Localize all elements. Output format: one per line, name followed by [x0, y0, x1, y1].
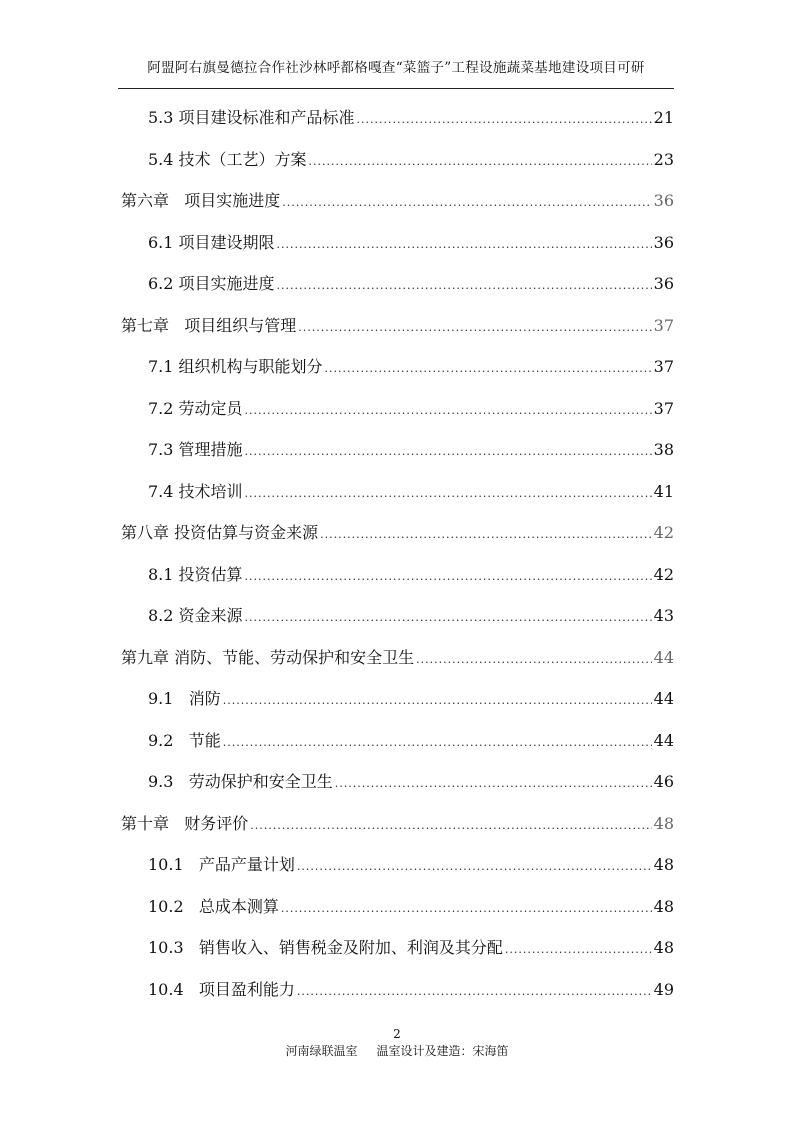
- toc-entry-page-number: 37: [653, 357, 674, 376]
- toc-entry-page-number: 48: [653, 938, 674, 957]
- toc-entry-page-number: 48: [653, 855, 674, 874]
- toc-dot-leader: [277, 231, 652, 259]
- toc-entry-page-number: 37: [653, 399, 674, 418]
- toc-dot-leader: [297, 853, 652, 881]
- toc-entry-label: 7.1 组织机构与职能划分: [148, 357, 323, 376]
- toc-entry-page-number: 49: [653, 980, 674, 999]
- toc-entry-label: 第九章 消防、节能、劳动保护和安全卫生: [121, 648, 415, 667]
- toc-entry-label: 9.3 劳动保护和安全卫生: [148, 772, 333, 791]
- toc-entry-page-number: 36: [653, 233, 674, 252]
- toc-entry-page-number: 48: [653, 814, 674, 833]
- toc-dot-leader: [320, 521, 652, 549]
- toc-dot-leader: [357, 106, 652, 134]
- toc-entry[interactable]: [148, 395, 674, 423]
- toc-entry-page-number: 44: [653, 689, 674, 708]
- toc-entry-label: 6.1 项目建设期限: [148, 233, 275, 252]
- toc-entry[interactable]: [148, 561, 674, 589]
- toc-entry-label: 10.3 销售收入、销售税金及附加、利润及其分配: [148, 938, 503, 957]
- toc-dot-leader: [325, 355, 652, 383]
- toc-entry-label: 10.4 项目盈利能力: [148, 980, 295, 999]
- toc-entry[interactable]: [121, 810, 674, 838]
- toc-entry[interactable]: [148, 727, 674, 755]
- toc-entry-label: 第八章 投资估算与资金来源: [121, 523, 319, 542]
- header-divider: [118, 88, 674, 89]
- toc-entry[interactable]: [148, 851, 674, 879]
- toc-entry[interactable]: [148, 934, 674, 962]
- toc-entry-label: 9.1 消防: [148, 689, 221, 708]
- toc-entry-label: 7.2 劳动定员: [148, 399, 243, 418]
- toc-entry[interactable]: [148, 146, 674, 174]
- toc-entry-label: 9.2 节能: [148, 731, 221, 750]
- toc-entry[interactable]: [148, 685, 674, 713]
- toc-dot-leader: [309, 148, 652, 176]
- toc-entry[interactable]: [148, 976, 674, 1004]
- toc-dot-leader: [505, 936, 652, 964]
- toc-dot-leader: [223, 729, 652, 757]
- toc-entry-page-number: 48: [653, 897, 674, 916]
- toc-entry-page-number: 23: [653, 150, 674, 169]
- toc-entry-page-number: 41: [653, 482, 674, 501]
- toc-entry[interactable]: [121, 312, 674, 340]
- toc-dot-leader: [277, 272, 652, 300]
- toc-dot-leader: [335, 770, 652, 798]
- toc-dot-leader: [282, 189, 651, 217]
- page-header-title: 阿盟阿右旗曼德拉合作社沙林呼都格嘎查“菜篮子”工程设施蔬菜基地建设项目可研: [147, 60, 645, 76]
- toc-entry[interactable]: [148, 104, 674, 132]
- toc-entry-label: 第七章 项目组织与管理: [121, 316, 297, 335]
- toc-dot-leader: [281, 895, 652, 923]
- toc-dot-leader: [250, 812, 651, 840]
- toc-entry[interactable]: [121, 644, 674, 672]
- toc-dot-leader: [297, 978, 652, 1006]
- toc-entry-page-number: 42: [653, 565, 674, 584]
- toc-entry[interactable]: [148, 478, 674, 506]
- toc-entry-label: 5.4 技术（工艺）方案: [148, 150, 307, 169]
- toc-entry-label: 10.1 产品产量计划: [148, 855, 295, 874]
- toc-entry-page-number: 46: [653, 772, 674, 791]
- toc-entry-label: 8.2 资金来源: [148, 606, 243, 625]
- toc-entry-page-number: 43: [653, 606, 674, 625]
- toc-dot-leader: [245, 397, 652, 425]
- toc-entry[interactable]: [148, 602, 674, 630]
- toc-entry-label: 第十章 财务评价: [121, 814, 249, 833]
- toc-entry-page-number: 21: [653, 108, 674, 127]
- page-number: 2: [393, 1027, 401, 1041]
- toc-entry[interactable]: [121, 187, 674, 215]
- toc-entry-page-number: 44: [653, 648, 674, 667]
- toc-entry-page-number: 42: [653, 523, 674, 542]
- toc-entry-page-number: 44: [653, 731, 674, 750]
- footer-text: 河南绿联温室 温室设计及建造：宋海笛: [285, 1044, 509, 1058]
- toc-entry-label: 8.1 投资估算: [148, 565, 243, 584]
- toc-dot-leader: [245, 438, 652, 466]
- toc-entry-label: 5.3 项目建设标准和产品标准: [148, 108, 355, 127]
- toc-entry-page-number: 36: [653, 191, 674, 210]
- toc-entry-label: 6.2 项目实施进度: [148, 274, 275, 293]
- toc-entry-page-number: 37: [653, 316, 674, 335]
- toc-entry[interactable]: [148, 353, 674, 381]
- toc-entry[interactable]: [148, 436, 674, 464]
- toc-dot-leader: [245, 563, 652, 591]
- toc-entry-label: 7.3 管理措施: [148, 440, 243, 459]
- toc-dot-leader: [298, 314, 651, 342]
- toc-entry-label: 第六章 项目实施进度: [121, 191, 281, 210]
- toc-entry-page-number: 38: [653, 440, 674, 459]
- toc-dot-leader: [223, 687, 652, 715]
- toc-entry[interactable]: [148, 768, 674, 796]
- toc-dot-leader: [416, 646, 652, 674]
- toc-entry-page-number: 36: [653, 274, 674, 293]
- toc-entry[interactable]: [121, 519, 674, 547]
- toc-entry-label: 7.4 技术培训: [148, 482, 243, 501]
- toc-entry-label: 10.2 总成本测算: [148, 897, 279, 916]
- toc-entry[interactable]: [148, 270, 674, 298]
- toc-entry[interactable]: [148, 893, 674, 921]
- toc-dot-leader: [245, 480, 652, 508]
- toc-dot-leader: [245, 604, 652, 632]
- toc-entry[interactable]: [148, 229, 674, 257]
